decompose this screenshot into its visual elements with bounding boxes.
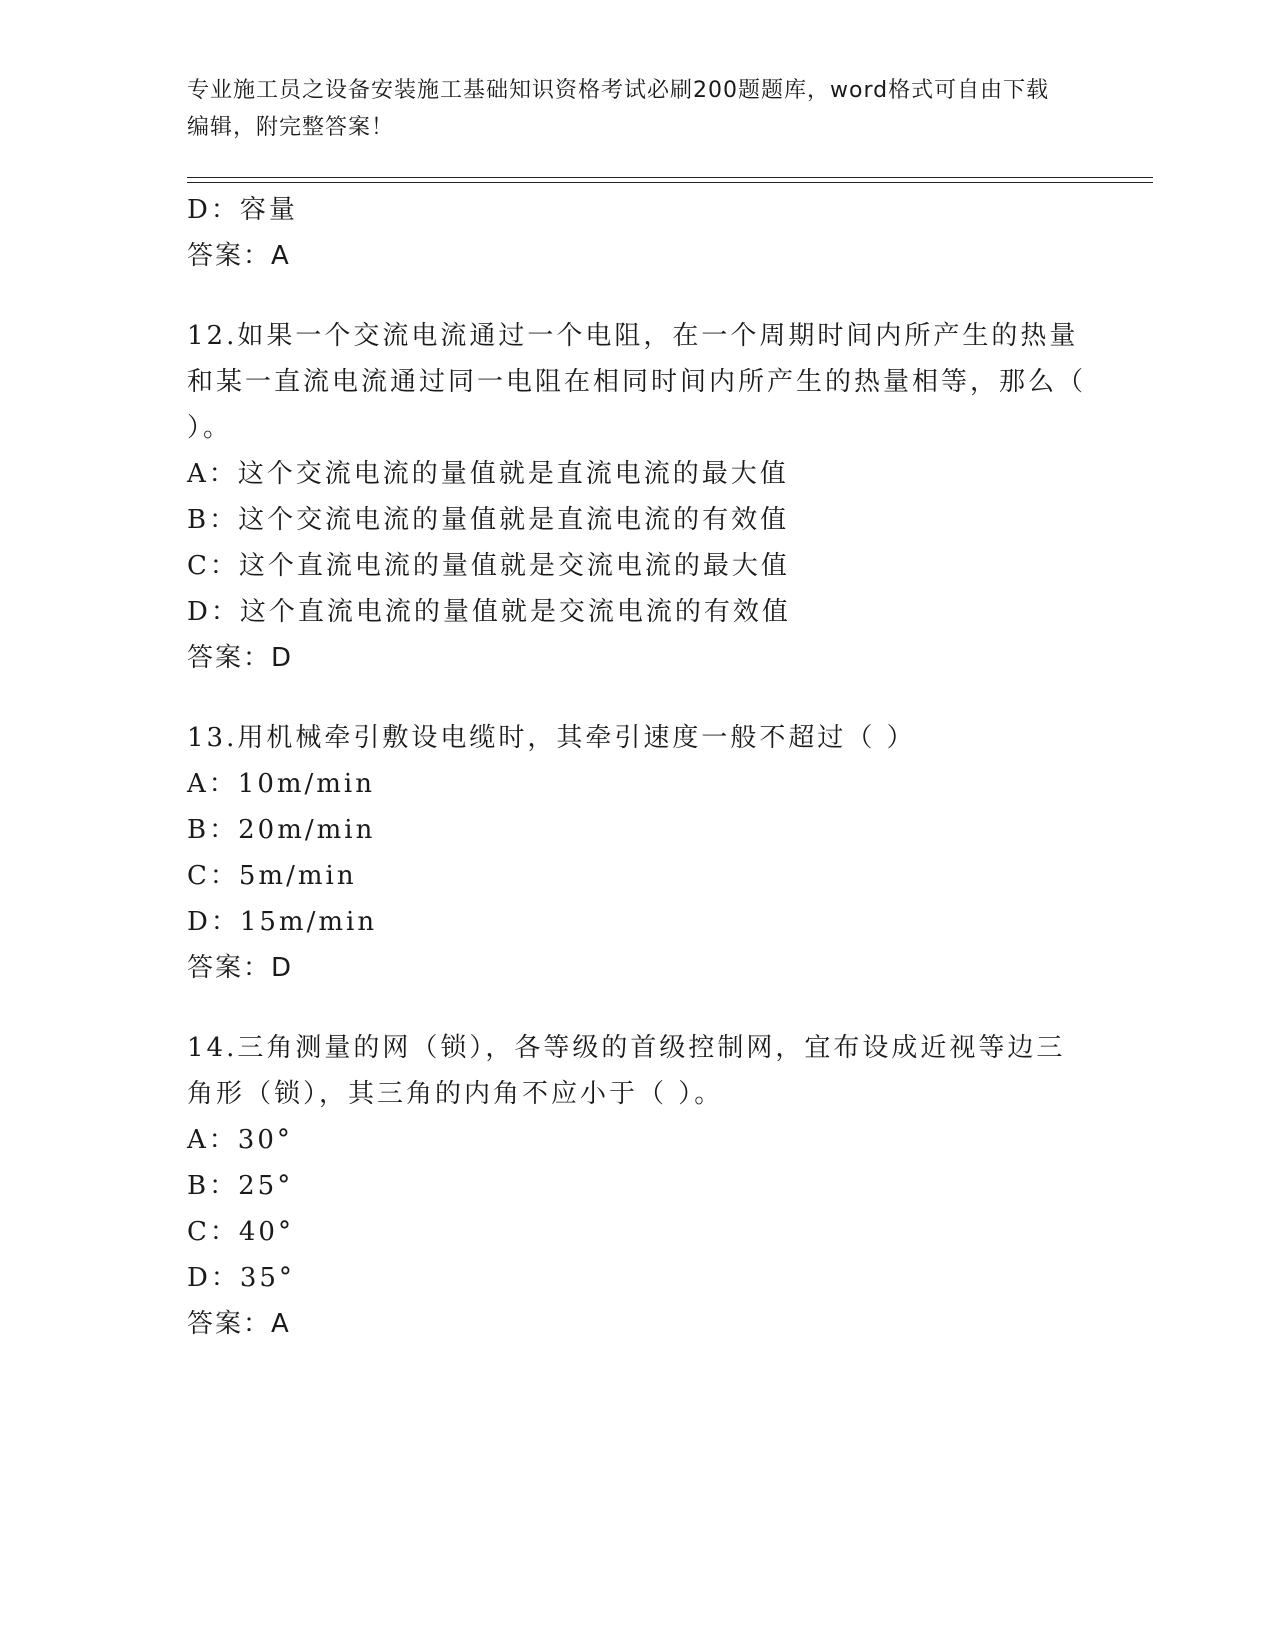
- answer-line: 答案：D: [187, 643, 294, 673]
- option-d: D：容量: [187, 195, 298, 225]
- question-13: [187, 715, 1087, 991]
- question-14: [187, 1025, 1087, 1347]
- option-a: A：30°: [187, 1125, 293, 1155]
- option-a: A：10m/min: [187, 769, 375, 799]
- question-stem: 12.如果一个交流电流通过一个电阻，在一个周期时间内所产生的热量和某一直流电流通过同一电阻在相同时间内所产生的热量相等，那么（ ）。: [187, 321, 1087, 443]
- answer-line: 答案：A: [187, 241, 291, 271]
- question-stem: 13.用机械牵引敷设电缆时，其牵引速度一般不超过（ ）: [187, 723, 916, 753]
- option-b: B：20m/min: [187, 815, 376, 845]
- question-12: [187, 313, 1087, 681]
- option-a: A：这个交流电流的量值就是直流电流的最大值: [187, 459, 789, 489]
- option-c: C：40°: [187, 1217, 294, 1247]
- option-d: D：15m/min: [187, 907, 378, 937]
- option-b: B：这个交流电流的量值就是直流电流的有效值: [187, 505, 790, 535]
- header-divider: [187, 177, 1153, 178]
- header-divider-second: [187, 182, 1153, 183]
- option-b: B：25°: [187, 1171, 294, 1201]
- answer-line: 答案：D: [187, 953, 294, 983]
- page-header: 专业施工员之设备安装施工基础知识资格考试必刷200题题库，word格式可自由下载编辑，附完整答案！: [187, 78, 1050, 140]
- option-d: D：这个直流电流的量值就是交流电流的有效值: [187, 597, 791, 627]
- option-d: D：35°: [187, 1263, 295, 1293]
- question-stem: 14.三角测量的网（锁），各等级的首级控制网，宜布设成近视等边三角形（锁），其三角的内角不应小于（ ）。: [187, 1033, 1066, 1109]
- question-content: [187, 187, 1087, 1347]
- answer-line: 答案：A: [187, 1309, 291, 1339]
- option-c: C：这个直流电流的量值就是交流电流的最大值: [187, 551, 790, 581]
- option-c: C：5m/min: [187, 861, 357, 891]
